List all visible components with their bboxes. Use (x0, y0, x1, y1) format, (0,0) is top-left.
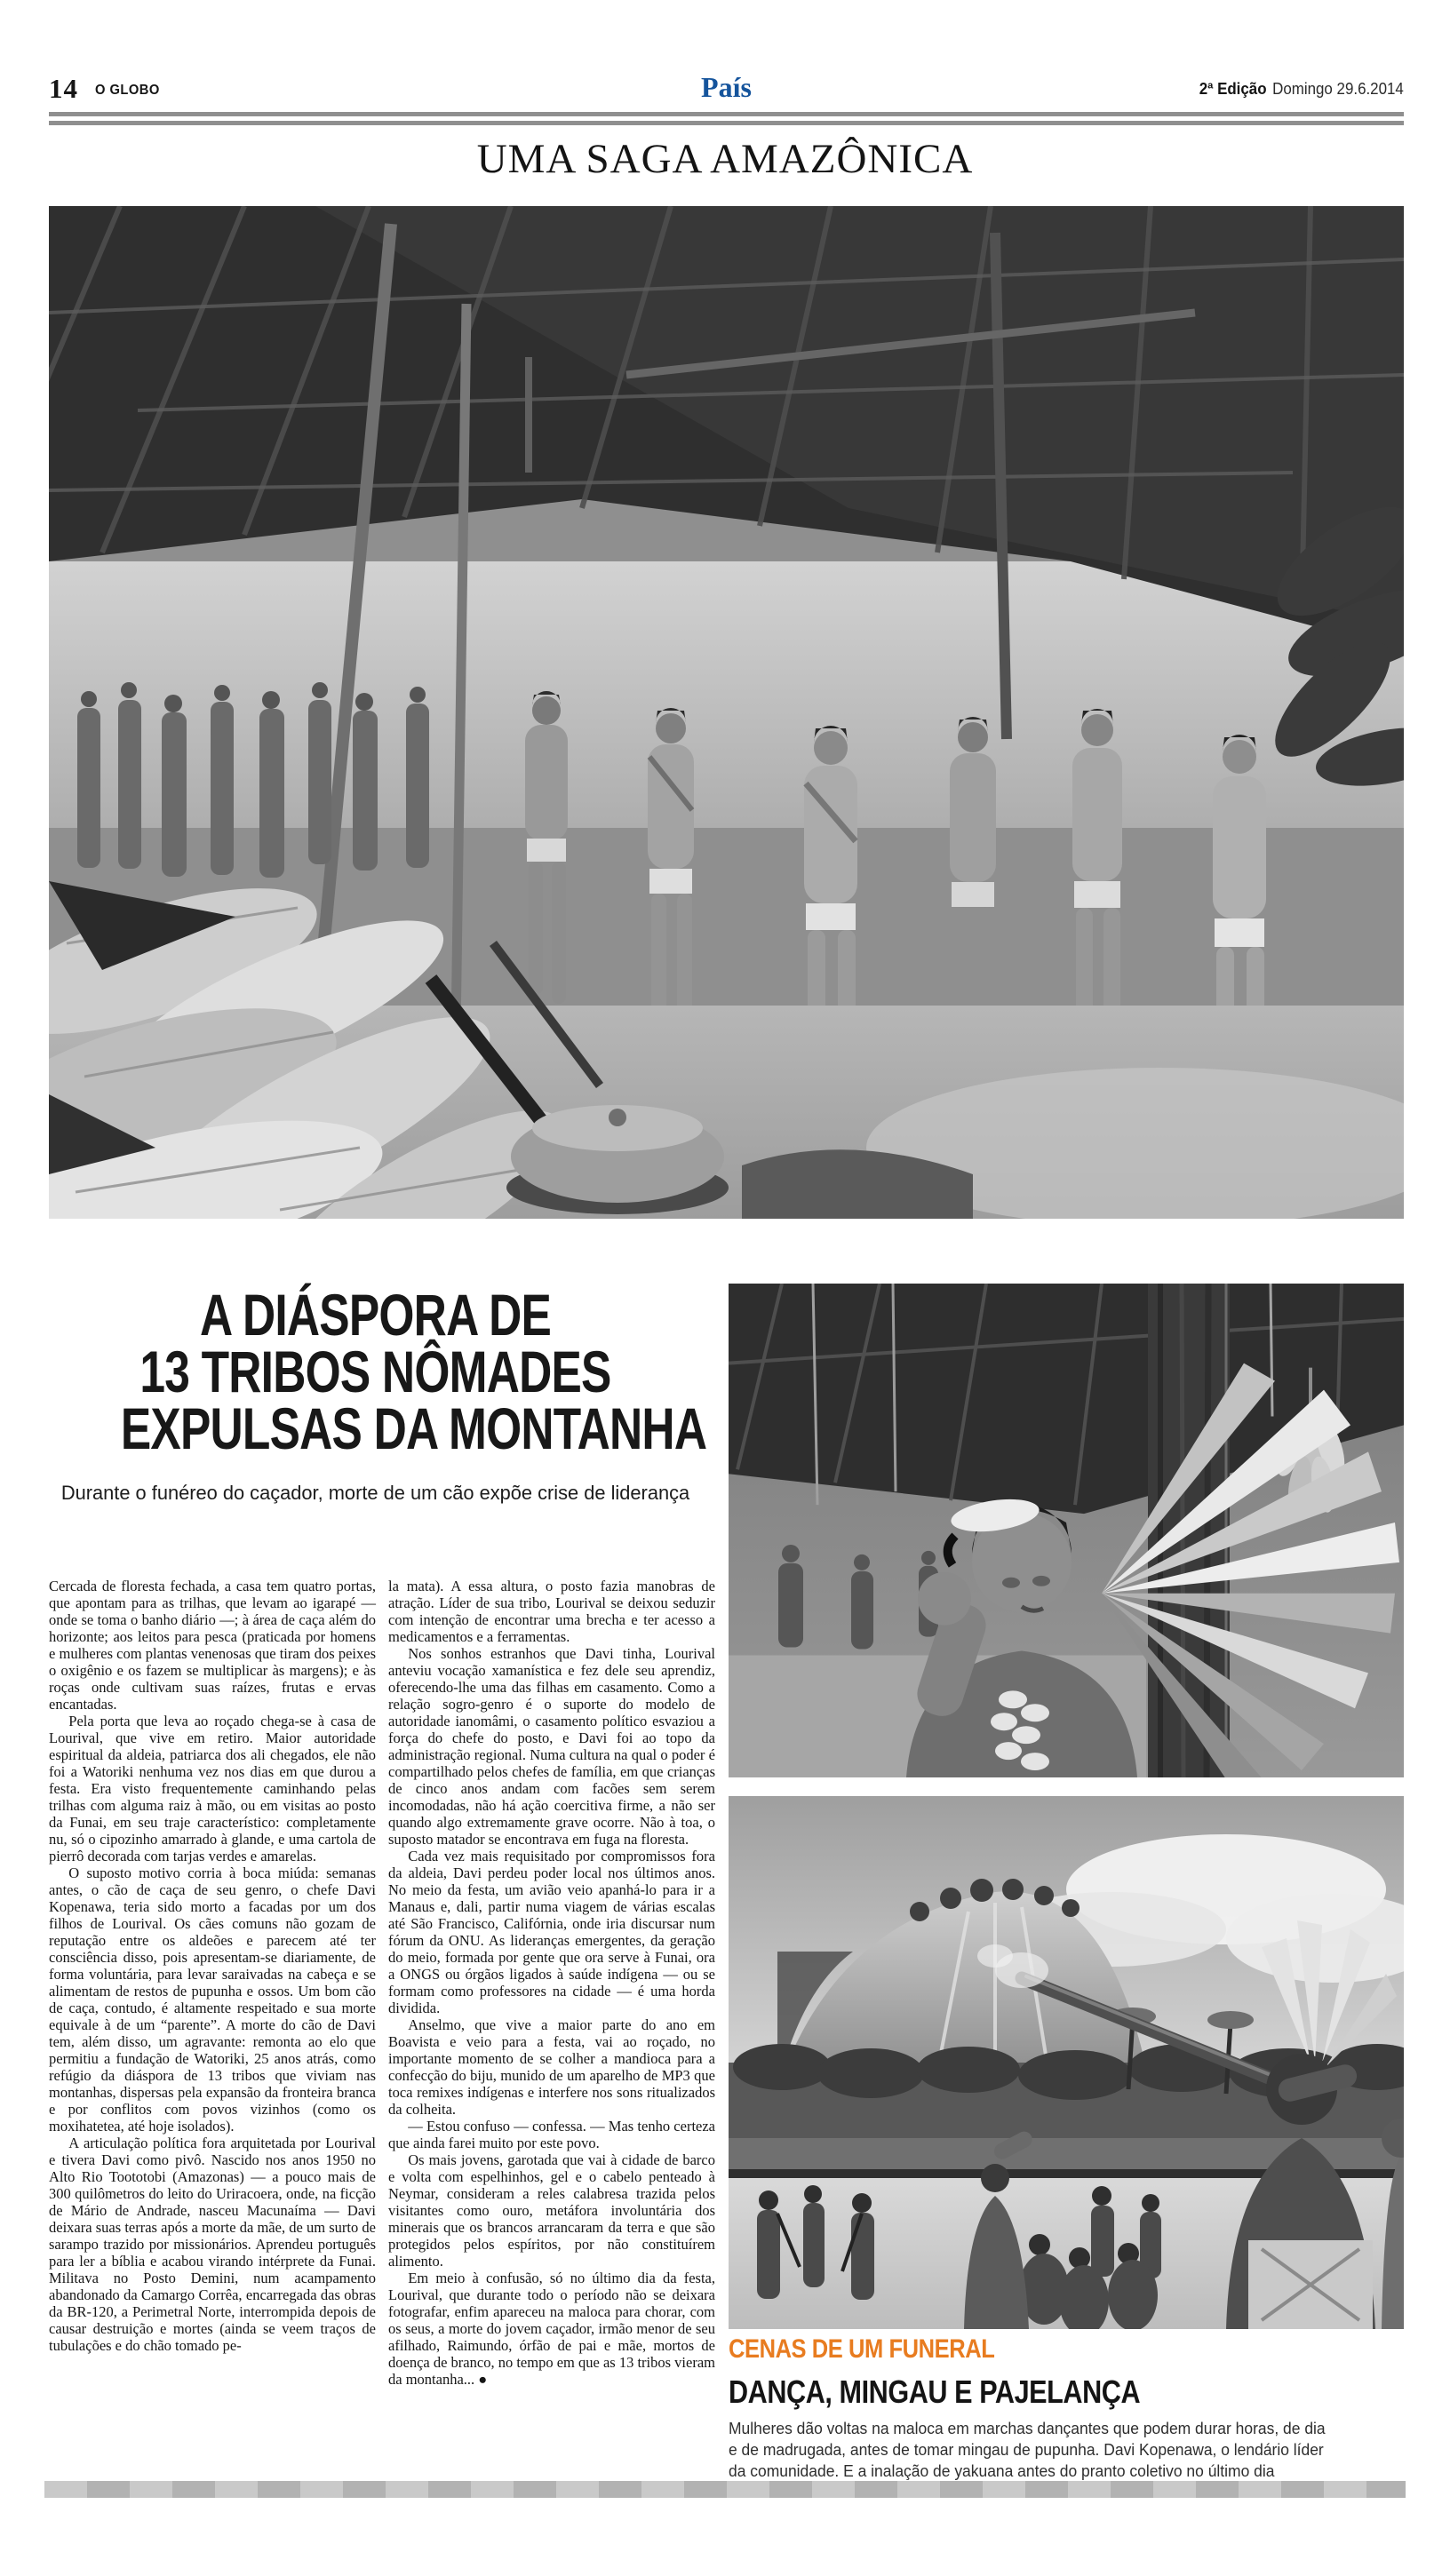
ritual-photo (729, 1796, 1404, 2329)
article-paragraph: Cercada de floresta fechada, a casa tem quatro portas, que apontam para as trilhas, que levam ao igarapé — onde se toma o banho diário —; à área de caça além do horizonte; aos leitos para pesca (praticada por homens e mulheres com plantas venenosas que tiram dos peixes o oxigênio e os fazem se multiplicar às margens); e às roças onde cultivam suas raízes, frutas e ervas encantadas. (49, 1578, 376, 1713)
feature-caption: Mulheres dão voltas na maloca em marchas dançantes que podem durar horas, de dia e de madrugada, antes de tomar mingau de pupunha. Davi Kopenawa, o lendário líder da comunidade. E a inalação de yakuana antes do pranto coletivo no último dia (729, 2420, 1326, 2480)
article-paragraph: Cada vez mais requisitado por compromissos fora da aldeia, Davi perdeu poder local nos últimos anos. No meio da festa, um avião veio apanhá-lo para ir a Manaus e, dali, partir numa viagem de várias escalas até São Francisco, Califórnia, onde iria discursar num fórum da ONU. As lideranças emergentes, da geração do meio, formada por gente que ora serve à Funai, ora a ONGS ou órgãos ligados à saúde indígena — ou se formam como professores na cidade — é uma horda dividida. (388, 1848, 715, 2016)
article-paragraph: la mata). A essa altura, o posto fazia manobras de atração. Líder de sua tribo, Lourival se deixou seduzir com intenção de encontrar uma brecha e ter acesso a medicamentos e a ferramentas. (388, 1578, 715, 1645)
masthead (49, 73, 1404, 108)
edition-date (1199, 80, 1404, 99)
article-column-2 (388, 1578, 715, 2388)
page-number: 14 (49, 73, 78, 104)
article-paragraph: Pela porta que leva ao roçado chega-se à casa de Lourival, que vive em retiro. Maior autoridade espiritual da aldeia, patriarca dos ali chegados, ele não foi a Watoriki nenhuma vez nos dias em que durou a festa. Era visto frequentemente caminhando pelas trilhas com alguma raiz à mão, ou em visitas ao posto da Funai, em seu traje característico: completamente nu, só o cipozinho amarrado à glande, e uma cartola de pierrô decorada com tarjas verdes e amarelas. (49, 1713, 376, 1864)
feature-title: DANÇA, MINGAU E PAJELANÇA (729, 2373, 1141, 2410)
portrait-photo (729, 1284, 1404, 1777)
portrait-photo-illustration (729, 1284, 1404, 1777)
headline (49, 1282, 707, 1461)
feature-kicker: CENAS DE UM FUNERAL (729, 2334, 995, 2364)
article-paragraph: Os mais jovens, garotada que vai à cidade de barco e volta com espelhinhos, gel e o cabelo penteado à Neymar, consideram a reles calabresa trazida pelos visitantes como ouro, metáfora involuntária dos minerais que os brancos arrancaram da terra e que são protegidos pelos espíritos, por não constituírem alimento. (388, 2151, 715, 2270)
headline-line-3: EXPULSAS DA MONTANHA (120, 1395, 707, 1461)
article-paragraph: A articulação política fora arquitetada por Lourival e tivera Davi como pivô. Nascido nos anos 1950 no Alto Rio Toototobi (Amazonas) — a pouco mais de 300 quilômetros do leito do Uriracoera, onde, na ficção de Mário de Andrade, nasceu Macunaíma — Davi deixara suas terras após a morte da mãe, de um surto de sarampo trazido por missionários. Aprendeu português para ler a bíblia e acabou virando intérprete da Funai. Militava no Posto Demini, num acampamento abandonado da Camargo Corrêa, encarregada das obras da BR-120, a Perimetral Norte, interrompida depois de causar destruição e mortes (ainda se veem traços de tubulações e do chão tomado pe- (49, 2135, 376, 2354)
newspaper-name: O GLOBO (95, 83, 160, 98)
headline-block (49, 1282, 707, 1505)
article-paragraph: O suposto motivo corria à boca miúda: semanas antes, o cão de caça de seu genro, o chefe Davi Kopenawa, teria sido morto a facadas por um dos filhos de Lourival. Os cães comuns não gozam de reputação entre os aldeões e parecem até ter consciência disso, pois apresentam-se diariamente, de forma voluntária, para levar saraivadas na cabeça e se alimentam de restos de pupunha e ossos. Um bom cão de caça, contudo, é altamente respeitado e sua morte equivale à de um “parente”. A morte do cão de Davi tem, além disso, um agravante: remonta ao elo que permitiu a fundação de Watoriki, 25 anos atrás, como refúgio da diáspora de 13 tribos que viviam nas montanhas, dispersas pela expansão da fronteira branca e por conflitos com povos vizinhos (como os moxihatetea, até hoje isolados). (49, 1864, 376, 2135)
article-paragraph: Anselmo, que vive a maior parte do ano em Boavista e veio para a festa, vai ao roçado, no importante momento de se colher a mandioca para a confecção do biju, munido de um aparelho de MP3 que toca remixes indígenas e interfere nos sons ritualizados da colheita. (388, 2016, 715, 2118)
series-title: UMA SAGA AMAZÔNICA (476, 136, 974, 182)
article-paragraph: Nos sonhos estranhos que Davi tinha, Lourival anteviu vocação xamanística e fez dele seu aprendiz, oferecendo-lhe uma das filhas em casamento. Como a relação sogro-genro é o suporte do modelo de autoridade ianomâmi, o casamento político esvaziou a força do chefe do posto, e Davi foi ao topo da administração regional. Numa cultura na qual o poder é compartilhado pelos chefes de família, em que crianças de cinco anos andam com facões sem serem incomodadas, não há ação coercitiva firme, a não ser quando algo extremamente grave ocorre. Não à toa, o suposto matador se encontrava em fuga na floresta. (388, 1645, 715, 1848)
date-label: Domingo 29.6.2014 (1272, 80, 1404, 98)
article-paragraph: — Estou confuso — confessa. — Mas tenho certeza que ainda farei muito por este povo. (388, 2118, 715, 2151)
headline-line-2: 13 TRIBOS NÔMADES (139, 1339, 611, 1404)
main-photo (49, 206, 1404, 1219)
edition-label: 2ª Edição (1199, 80, 1267, 98)
article-paragraph: Em meio à confusão, só no último dia da festa, Lourival, que durante todo o período não se deixara fotografar, enfim apareceu na maloca para chorar, com os seus, a morte do jovem caçador, irmão menor de seu afilhado, Raimundo, órfão de pai e mãe, mortos de doença de branco, no tempo em que as 13 tribos vieram da montanha... ● (388, 2270, 715, 2388)
main-photo-illustration (49, 206, 1404, 1219)
headline-line-1: A DIÁSPORA DE (199, 1282, 552, 1348)
article-column-1 (49, 1578, 376, 2354)
bottom-page-band (44, 2481, 1406, 2498)
section-name: País (701, 71, 752, 103)
photo-feature-block (729, 2334, 1386, 2482)
header-rule-top (49, 112, 1404, 116)
ritual-photo-illustration (729, 1796, 1404, 2329)
header-rule-bottom (49, 121, 1404, 125)
subhead: Durante o funéreo do caçador, morte de um cão expõe crise de liderança (60, 1482, 690, 1504)
